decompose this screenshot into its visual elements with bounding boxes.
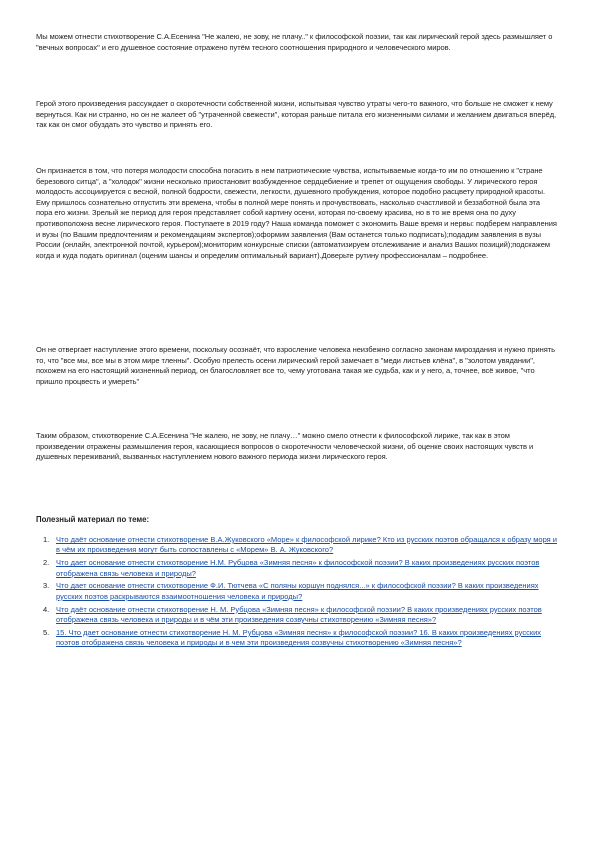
- list-number: 5.: [43, 627, 50, 637]
- list-item: [36, 581, 561, 602]
- list-number: 1.: [43, 535, 50, 544]
- paragraph-hero-reflection: Герой этого произведения рассуждает о скоротечности собственной жизни, испытывая чувство утраты чего-то важного, что больше не сможет к нему вернуться. Как ни странно, но он не жалеет об "утраченной свежести", которая раньше питала его жизненными силами и желанием двигаться вперёд, так как он смог обуздать это чувство и принять его.: [36, 99, 557, 130]
- paragraph-acceptance: Он не отвергает наступление этого времени, поскольку осознаёт, что взросление человека неизбежно согласно законам мироздания и нужно принять то, что "все мы, все мы в этом мире тленны". Особую прелесть осени лирический герой замечает в "меди листьев клёна", в "золотом увядании", похожем на его настоящий жизненный период, он благословляет все то, чему уготована такая же судьба, как и у него, а, точнее, всё живое, "что пришло процвесть и умереть": [36, 345, 556, 386]
- list-item: [36, 628, 561, 649]
- related-link-3[interactable]: Что дает основание отнести стихотворение Ф.И. Тютчева «С поляны коршун поднялся...» к философской поэзии? В каких произведениях русских поэтов раскрываются взаимоотношения человека и природы?: [56, 581, 539, 601]
- list-item: [36, 535, 561, 556]
- list-number: 2.: [43, 558, 50, 568]
- useful-material-heading: Полезный материал по теме:: [36, 515, 150, 524]
- related-link-1[interactable]: Что даёт основание отнести стихотворение В.А.Жуковского «Море» к философской лирике? Кто из русских поэтов обращался к образу моря и в чём их произведения могут быть сопоставлены с «Морем» В. А. Жуковского?: [56, 535, 557, 555]
- list-number: 4.: [43, 604, 50, 614]
- related-link-5[interactable]: 15. Что дает основание отнести стихотворение Н. М. Рубцова «Зимняя песня» к философской поэзии? 16. В каких произведениях русских поэтов отображена связь человека и природы и в чем эти произведения созвучны стихотворению «Зимняя песня»?: [56, 627, 542, 648]
- related-link-2[interactable]: Что дает основание отнести стихотворение Н.М. Рубцова «Зимняя песня» к философской поэзии? В каких произведениях русских поэтов отображена связь человека и природы?: [56, 558, 540, 578]
- paragraph-youth-loss: Он признается в том, что потеря молодости способна погасить в нем патриотические чувства, испытываемые когда-то им по отношению к "стране березового ситца", а "холодок" жизни несколько приостановит возбужденное сердцебиение и трепет от ощущения свободы. У лирического героя молодость ассоциируется с весной, полной бодрости, свежести, легкости, душевного пробуждения, которое подобно расцвету природной красоты. Ему пришлось сознательно отпустить эти времена, чтобы в полной мере понять и прочувствовать, насколько счастливой и беззаботной была эта пора его жизни. Зрелый же период для героя представляет собой картину осени, которая по-своему красива, но в то же время она по духу противоположна весне лирического героя. Поступаете в 2019 году? Наша команда поможет с экономить Ваше время и нервы: подберем направления и вузы (по Вашим предпочтениям и рекомендациям экспертов);оформим заявления (Вам останется только подписать);подадим заявления в вузы России (онлайн, электронной почтой, курьером);мониторим конкурсные списки (автоматизируем отслеживание и анализ Ваших позиций);подскажем когда и куда подать оригинал (оценим шансы и определим оптимальный вариант).Доверьте рутину профессионалам – подробнее.: [36, 166, 557, 260]
- useful-material-list: [36, 535, 561, 651]
- related-link-4[interactable]: Что даёт основание отнести стихотворение Н. М. Рубцова «Зимняя песня» к философской поэзии? В каких произведениях русских поэтов отображена связь человека и природы и в чём эти произведения созвучны стихотворению «Зимняя песня»?: [56, 604, 542, 625]
- list-item: [36, 605, 561, 626]
- paragraph-conclusion: Таким образом, стихотворение С.А.Есенина "Не жалею, не зову, не плачу…" можно смело отнести к философской лирике, так как в этом произведении отражены размышления героя, касающиеся вопросов о скоротечности человеческой жизни, об оценке своих настоящих чувств и душевных переживаний, вызванных наступлением нового важного периода жизни лирического героя.: [36, 431, 534, 462]
- list-item: [36, 558, 561, 579]
- paragraph-intro: Мы можем отнести стихотворение С.А.Есенина "Не жалею, не зову, не плачу.." к философской поэзии, так как лирический герой здесь размышляет о "вечных вопросах" и его душевное состояние отражено путём тесного соотношения природного и человеческого миров.: [36, 32, 553, 52]
- list-number: 3.: [43, 581, 50, 591]
